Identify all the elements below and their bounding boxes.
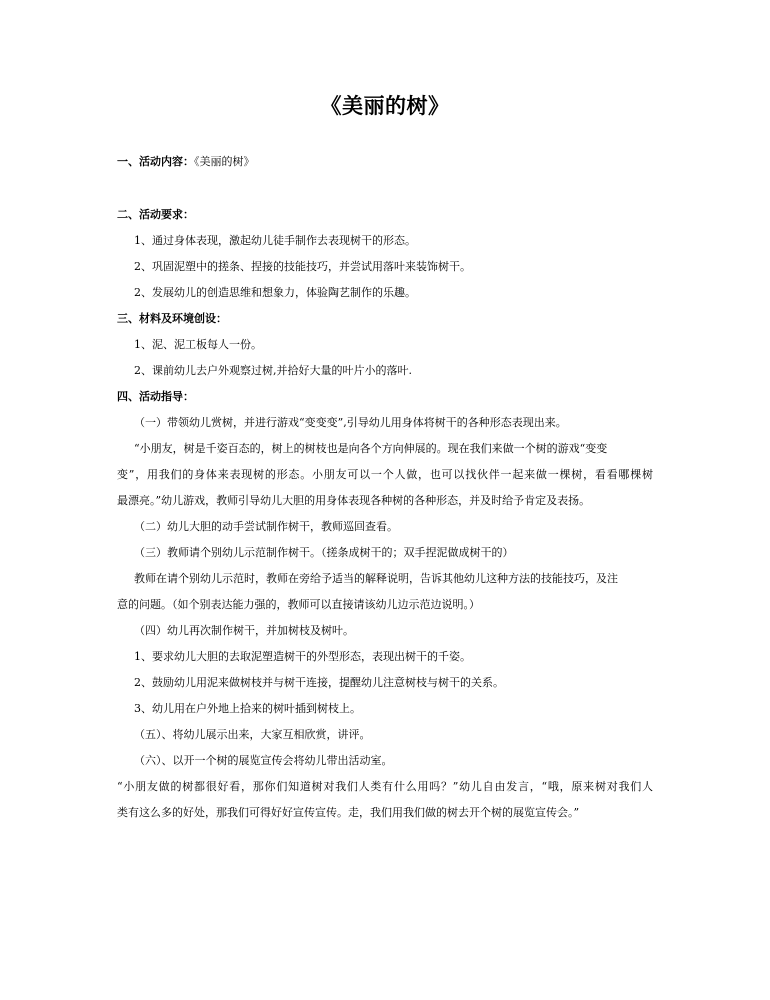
section1-line [117, 154, 255, 170]
section2-heading: 二、活动要求： [117, 208, 194, 221]
section2-item-3: 2、发展幼儿的创造思维和想象力，体验陶艺制作的乐趣。 [134, 286, 416, 299]
step-1: （一）带领幼儿赏树，并进行游戏“变变变”,引导幼儿用身体将树干的各种形态表现出来。 [134, 416, 567, 429]
step-3: （三）教师请个别幼儿示范制作树干。（搓条成树干的；双手捏泥做成树干的） [134, 546, 514, 559]
paragraph-1-line-2: 变”，用我们的身体来表现树的形态。小朋友可以一个人做，也可以找伙伴一起来做一棵树，看看哪棵树 [117, 468, 653, 481]
section1-content: 《美丽的树》 [194, 155, 255, 168]
paragraph-2-line-2: 意的问题。（如个别表达能力强的，教师可以直接请该幼儿边示范边说明。） [117, 598, 480, 611]
paragraph-1-line-3: 最漂亮。”幼儿游戏，教师引导幼儿大胆的用身体表现各种树的各种形态，并及时给予肯定及表扬。 [117, 494, 591, 507]
paragraph-3-line-2: 类有这么多的好处，那我们可得好好宣传宣传。走，我们用我们做的树去开个树的展览宣传会。” [117, 806, 580, 819]
section2-item-2: 2、巩固泥塑中的搓条、捏接的技能技巧，并尝试用落叶来装饰树干。 [134, 260, 471, 273]
step-6: （六）、以开一个树的展览宣传会将幼儿带出活动室。 [134, 754, 393, 767]
paragraph-2-line-1: 教师在请个别幼儿示范时，教师在旁给予适当的解释说明，告诉其他幼儿这种方法的技能技巧，及注 [134, 572, 618, 585]
section3-item-2: 2、课前幼儿去户外观察过树,并拾好大量的叶片小的落叶. [134, 364, 412, 377]
section1-heading: 一、活动内容： [117, 155, 194, 168]
section4-heading: 四、活动指导： [117, 390, 194, 403]
section2-item-1: 1、通过身体表现，激起幼儿徒手制作去表现树干的形态。 [134, 234, 416, 247]
section3-item-1: 1、泥、泥工板每人一份。 [134, 338, 262, 351]
paragraph-1-line-1: “小朋友，树是千姿百态的，树上的树枝也是向各个方向伸展的。现在我们来做一个树的游戏“变变 [134, 442, 608, 455]
step-4-item-1: 1、要求幼儿大胆的去取泥塑造树干的外型形态，表现出树干的千姿。 [134, 650, 471, 663]
document-title: 《美丽的树》 [320, 93, 450, 118]
section3-heading: 三、材料及环境创设： [117, 312, 227, 325]
step-2: （二）幼儿大胆的动手尝试制作树干，教师巡回查看。 [134, 520, 398, 533]
step-4: （四）幼儿再次制作树干，并加树枝及树叶。 [134, 624, 354, 637]
paragraph-3-line-1: “小朋友做的树都很好看，那你们知道树对我们人类有什么用吗？”幼儿自由发言，“哦，原来树对我们人 [117, 780, 653, 793]
step-4-item-3: 3、幼儿用在户外地上拾来的树叶插到树枝上。 [134, 702, 361, 715]
step-4-item-2: 2、鼓励幼儿用泥来做树枝并与树干连接，提醒幼儿注意树枝与树干的关系。 [134, 676, 504, 689]
step-5: （五）、将幼儿展示出来，大家互相欣赏，讲评。 [134, 728, 371, 741]
